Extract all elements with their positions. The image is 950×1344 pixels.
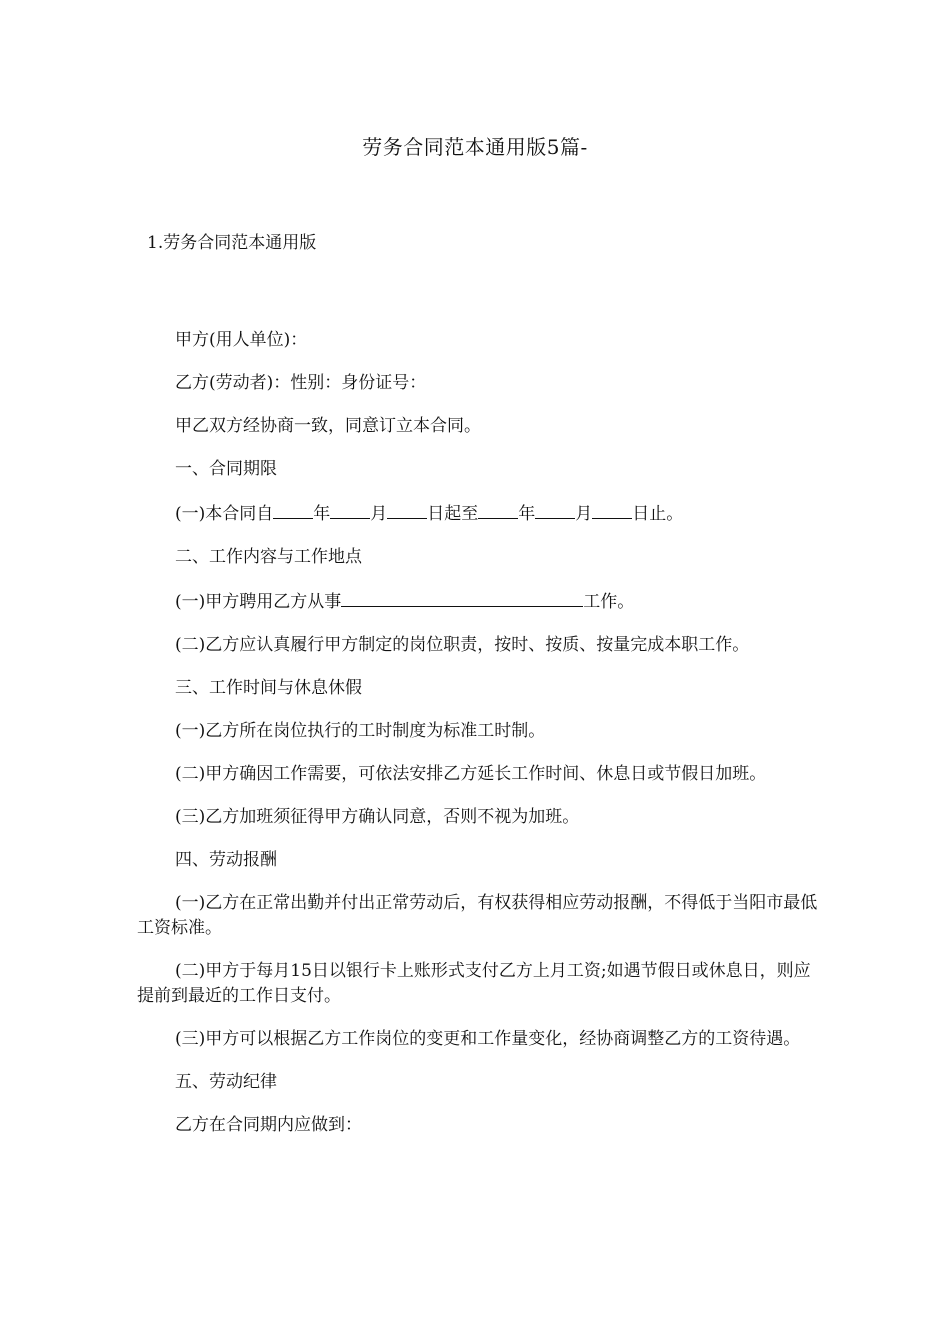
time-line-1: (一)乙方所在岗位执行的工时制度为标准工时制。 xyxy=(175,721,546,741)
pay-line-2: (二)甲方于每月15日以银行卡上账形式支付乙方上月工资;如遇节假日或休息日，则应提前到最近的工作日支付。 xyxy=(137,961,811,1006)
blank-start-year xyxy=(273,500,313,519)
term-day-from: 日起至 xyxy=(427,504,479,524)
work-line-1 xyxy=(137,588,827,615)
clause-heading-term: 一、合同期限 xyxy=(175,459,277,479)
party-b-line: 乙方(劳动者)：性别：身份证号： xyxy=(175,373,427,393)
blank-end-month xyxy=(535,500,575,519)
clause-heading-discipline: 五、劳动纪律 xyxy=(175,1072,277,1092)
discipline-intro: 乙方在合同期内应做到： xyxy=(175,1115,362,1135)
document-body xyxy=(137,328,827,1138)
term-month-2: 月 xyxy=(575,504,593,524)
blank-work-content xyxy=(341,588,583,607)
term-year-2: 年 xyxy=(518,504,536,524)
pay-line-1: (一)乙方在正常出勤并付出正常劳动后，有权获得相应劳动报酬，不得低于当阳市最低工资标准。 xyxy=(137,893,818,938)
term-year-1: 年 xyxy=(313,504,331,524)
work-prefix: (一)甲方聘用乙方从事 xyxy=(175,592,342,612)
term-prefix: (一)本合同自 xyxy=(175,504,274,524)
document-title: 劳务合同范本通用版5篇- xyxy=(362,135,588,159)
term-month-1: 月 xyxy=(370,504,388,524)
blank-end-day xyxy=(592,500,632,519)
term-day-end: 日止。 xyxy=(632,504,684,524)
blank-start-month xyxy=(330,500,370,519)
clause-heading-time: 三、工作时间与休息休假 xyxy=(175,678,362,698)
work-suffix: 工作。 xyxy=(583,592,635,612)
clause-heading-pay: 四、劳动报酬 xyxy=(175,850,277,870)
time-line-2: (二)甲方确因工作需要，可依法安排乙方延长工作时间、休息日或节假日加班。 xyxy=(175,764,767,784)
blank-start-day xyxy=(387,500,427,519)
party-a-line: 甲方(用人单位)： xyxy=(175,330,308,350)
section-heading: 1.劳务合同范本通用版 xyxy=(147,233,317,253)
work-line-2: (二)乙方应认真履行甲方制定的岗位职责，按时、按质、按量完成本职工作。 xyxy=(175,635,750,655)
time-line-3: (三)乙方加班须征得甲方确认同意，否则不视为加班。 xyxy=(175,807,580,827)
agreement-line: 甲乙双方经协商一致，同意订立本合同。 xyxy=(175,416,481,436)
term-line xyxy=(137,500,827,527)
clause-heading-work: 二、工作内容与工作地点 xyxy=(175,547,362,567)
blank-end-year xyxy=(478,500,518,519)
pay-line-3: (三)甲方可以根据乙方工作岗位的变更和工作量变化，经协商调整乙方的工资待遇。 xyxy=(175,1029,801,1049)
